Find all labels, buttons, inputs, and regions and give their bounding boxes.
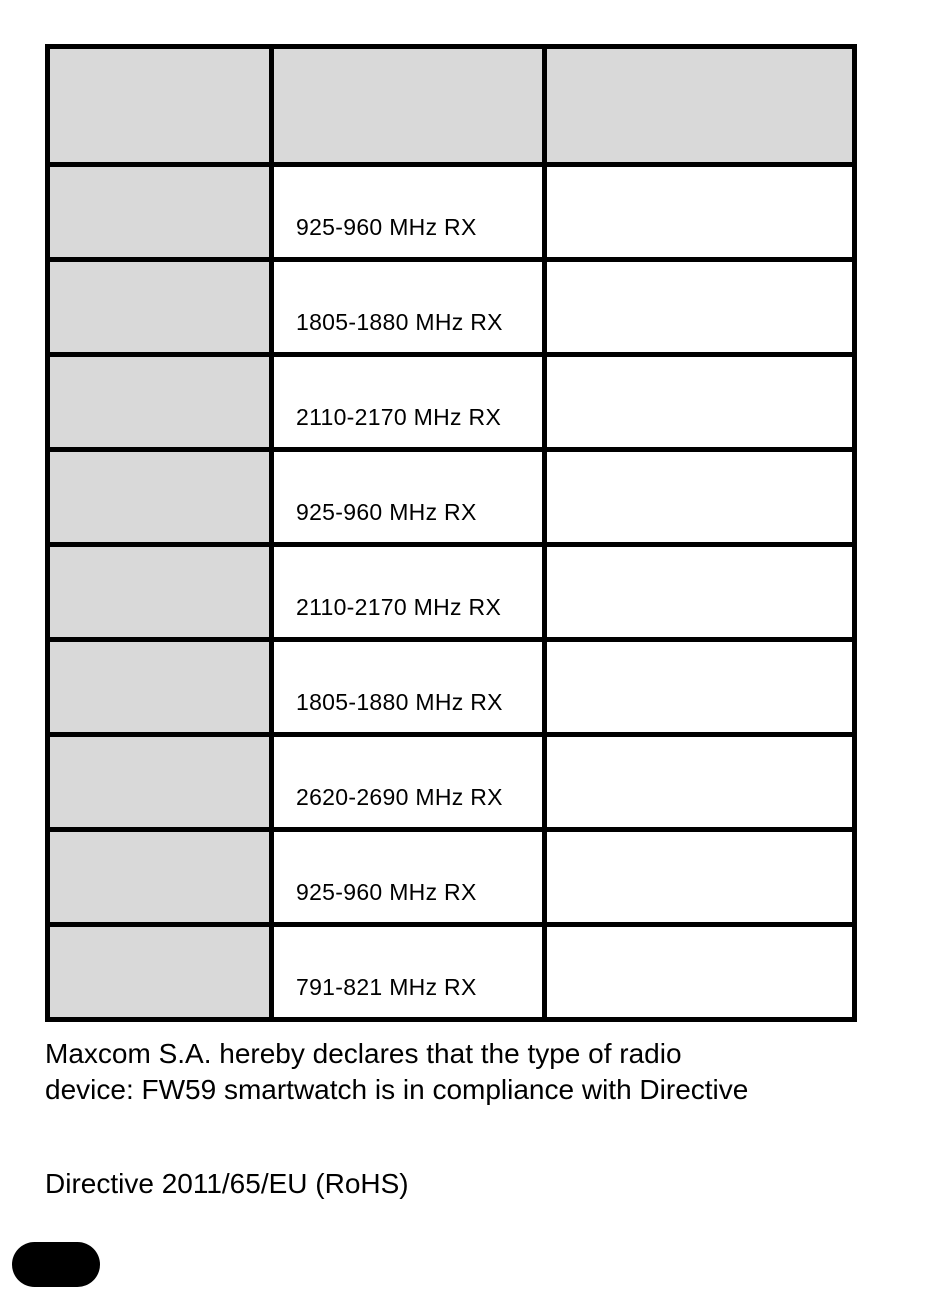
frequency-cell: 2620-2690 MHz RX [272, 735, 545, 830]
frequency-cell: 791-821 MHz RX [272, 925, 545, 1020]
power-cell [545, 450, 855, 545]
power-cell [545, 355, 855, 450]
frequency-cell: 1805-1880 MHz RX [272, 260, 545, 355]
frequency-cell: 925-960 MHz RX [272, 830, 545, 925]
band-cell [48, 735, 272, 830]
table-row [48, 450, 855, 545]
frequency-cell: 925-960 MHz RX [272, 450, 545, 545]
header-cell-power [545, 47, 855, 165]
table-row [48, 260, 855, 355]
frequency-cell: 2110-2170 MHz RX [272, 355, 545, 450]
band-cell [48, 260, 272, 355]
power-cell [545, 830, 855, 925]
table-row [48, 165, 855, 260]
band-cell [48, 165, 272, 260]
table-row [48, 830, 855, 925]
frequency-cell: 2110-2170 MHz RX [272, 545, 545, 640]
header-cell-frequency [272, 47, 545, 165]
frequency-cell: 1805-1880 MHz RX [272, 640, 545, 735]
table-row [48, 735, 855, 830]
band-cell [48, 545, 272, 640]
page-number-badge [12, 1242, 100, 1287]
rohs-directive: Directive 2011/65/EU (RoHS) [45, 1168, 409, 1199]
header-cell-band [48, 47, 272, 165]
power-cell [545, 545, 855, 640]
table-row [48, 925, 855, 1020]
table-row [48, 640, 855, 735]
frequency-cell: 925-960 MHz RX [272, 165, 545, 260]
frequency-table [45, 44, 857, 1022]
compliance-declaration [45, 1036, 905, 1108]
power-cell [545, 735, 855, 830]
table-row [48, 355, 855, 450]
power-cell [545, 260, 855, 355]
band-cell [48, 925, 272, 1020]
table-header-row [48, 47, 855, 165]
power-cell [545, 925, 855, 1020]
declaration-line-1: Maxcom S.A. hereby declares that the type of radio [45, 1038, 682, 1069]
table-row [48, 545, 855, 640]
band-cell [48, 355, 272, 450]
declaration-line-2: device: FW59 smartwatch is in compliance with Directive [45, 1074, 749, 1105]
power-cell [545, 640, 855, 735]
power-cell [545, 165, 855, 260]
band-cell [48, 830, 272, 925]
band-cell [48, 450, 272, 545]
band-cell [48, 640, 272, 735]
